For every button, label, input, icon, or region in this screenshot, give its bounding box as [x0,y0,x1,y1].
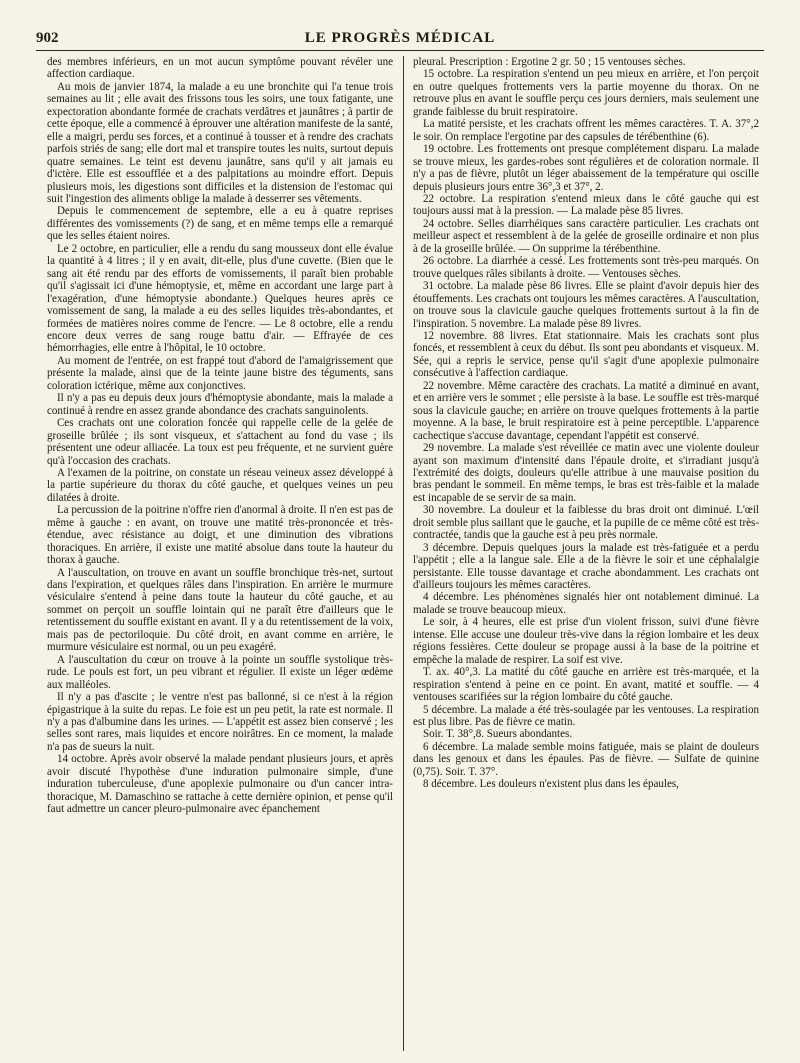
paragraph: 26 octobre. La diarrhée a cessé. Les frottements sont très-peu marqués. On trouve quelques râles sibilants à droite. — Ventouses sèches. [413,255,759,280]
paragraph: 29 novembre. La malade s'est réveillée ce matin avec une violente douleur ayant son maximum d'intensité dans l'épaule droite, et s'irradiant jusqu'à l'extrémité des doigts, douleurs qu'elle attribue à une mauvaise position du bras pendant le sommeil. En même temps, le bras est très-faible et la malade est incapable de se servir de sa main. [413,442,759,504]
paragraph: 31 octobre. La malade pèse 86 livres. Elle se plaint d'avoir depuis hier des étouffements. Les crachats ont toujours les mêmes caractères. A l'auscultation, on trouve sous la clavicule gauche quelques frottements surtout à la fin de l'inspiration. 5 novembre. La malade pèse 89 livres. [413,280,759,330]
paragraph: 19 octobre. Les frottements ont presque complétement disparu. La malade se trouve mieux, les gardes-robes sont régulières et de coloration normale. Il n'y a pas de fièvre, plutôt un léger abaissement de la température qui oscille depuis plusieurs jours entre 36°,3 et 37°, 2. [413,143,759,193]
paragraph: Le soir, à 4 heures, elle est prise d'un violent frisson, suivi d'une fièvre intense. Elle accuse une douleur très-vive dans la région lombaire et les deux régions fessières. Cette douleur se propage aussi à la base de la poitrine et empêche la malade de respirer. La soif est vive. [413,616,759,666]
paragraph: 8 décembre. Les douleurs n'existent plus dans les épaules, [422,778,679,791]
paragraph: 24 octobre. Selles diarrhéiques sans caractère particulier. Les crachats ont meilleur aspect et ressemblent à de la gelée de groseille ordinaire et non plus à de la groseille brûlée. — On supprime la térébenthine. [413,217,759,255]
paragraph: A l'auscultation, on trouve en avant un souffle bronchique très-net, surtout dans l'expiration, et quelques râles dans l'inspiration. En arrière le murmure vésiculaire s'entend à peine dans toute la hauteur du côté gauche, et au sommet on perçoit un souffle lointain qui ne paraît être d'ailleurs que le retentissement du souffle existant en avant. Il y a du retentissement de la voix, mais pas de pectoriloquie. Du côté droit, en avant comme en arrière, le murmure vésiculaire est normal, ou un peu exagéré. [47,566,393,654]
paragraph: 4 décembre. Les phénomènes signalés hier ont notablement diminué. La malade se trouve beaucoup mieux. [413,591,759,616]
paragraph: Le 2 octobre, en particulier, elle a rendu du sang mousseux dont elle évalue la quantité à 4 litres ; il y en avait, dit-elle, plus d'une cuvette. (Bien que le sang ait été rendu par des efforts de vomissements, il paraît bien probable qu'il s'agissait ici d'une hémoptysie, et, même en accordant une large part à l'exagération, d'une hémoptysie abondante.) Quelques heures après ce vomissement de sang, la malade a eu des selles liquides très-abondantes, et formées de matières noires comme de l'encre. — Le 8 octobre, elle a rendu encore deux verres de sang rouge battu d'air. — Effrayée de ces hémorrhagies, elle entre à l'hôpital, le 10 octobre. [47,242,393,355]
page-number: 902 [36,30,59,46]
paragraph: Au mois de janvier 1874, la malade a eu une bronchite qui l'a tenue trois semaines au lit ; elle avait des frissons tous les soirs, une toux fatigante, une expectoration abondante formée de crachats verdâtres et jaunâtres ; à partir de cette époque, elle a commencé à éprouver une altération manifeste de la santé, elle a maigri, perdu ses forces, et a continué à tousser et à rendre des crachats parfois striés de sang; elle dort mal et transpire toutes les nuits, surtout depuis quatre semaines. Le teint est devenu jaunâtre, sans qu'il y ait jamais eu d'ictère. Elle est essoufflée et a des palpitations au moindre effort. Depuis plusieurs mois, les digestions sont difficiles et la distension de l'estomac qui suit l'ingestion des aliments oblige la malade à desserrer ses vêtements. [47,80,393,205]
paragraph: Depuis le commencement de septembre, elle a eu à quatre reprises différentes des vomissements (?) de sang, et en même temps elle a remarqué que les selles étaient noires. [47,205,393,243]
paragraph: A l'auscultation du cœur on trouve à la pointe un souffle systolique très-rude. Le pouls est fort, un peu vibrant et régulier. Il existe un léger œdème aux malléoles. [47,653,393,691]
header-rule [36,50,764,51]
journal-title: LE PROGRÈS MÉDICAL [304,30,496,46]
right-column [413,56,759,1052]
paragraph: A l'examen de la poitrine, on constate un réseau veineux assez développé à la partie supérieure du thorax du côté gauche, et quelques veines un peu dilatées à droite. [47,466,393,504]
column-divider [403,56,404,1051]
paragraph: Au moment de l'entrée, on est frappé tout d'abord de l'amaigrissement que présente la malade, ainsi que de la teinte jaune bistre des téguments, sans coloration ictérique, même aux conjonctives. [47,354,393,392]
paragraph: Ces crachats ont une coloration foncée qui rappelle celle de la gelée de groseille brûlée ; ils sont visqueux, et s'attachent au fond du vase ; ils présentent une odeur alliacée. La toux est peu fréquente, et ne survient guère qu'à l'occasion des crachats. [47,417,393,467]
left-column [47,56,393,1052]
paragraph: 12 novembre. 88 livres. Etat stationnaire. Mais les crachats sont plus foncés, et ressemblent à ceux du début. Ils sont peu abondants et visqueux. M. Sée, qui a repris le service, pense qu'il s'agit d'une apoplexie pulmonaire consécutive à l'affection cardiaque. [413,329,759,380]
paragraph: 3 décembre. Depuis quelques jours la malade est très-fatiguée et a perdu l'appétit ; elle a la langue sale. Elle a de la fièvre le soir et une céphalalgie persistante. Elle tousse davantage et crache abondamment. Les crachats ont d'ailleurs toujours les mêmes caractères. [413,541,759,592]
paragraph: pleural. Prescription : Ergotine 2 gr. 50 ; 15 ventouses sèches. [413,56,686,68]
paragraph: 15 octobre. La respiration s'entend un peu mieux en arrière, et l'on perçoit en outre quelques frottements vers la partie moyenne du thorax. On ne retrouve plus en avant le souffle perçu ces jours derniers, mais seulement une grande faiblesse du bruit respiratoire. [413,68,759,118]
paragraph: 22 octobre. La respiration s'entend mieux dans le côté gauche qui est toujours aussi mat à la pression. — La malade pèse 85 livres. [413,192,759,218]
paragraph: 22 novembre. Même caractère des crachats. La matité a diminué en avant, et en arrière vers le sommet ; elle persiste à la base. Le souffle est très-marqué sous la clavicule gauche; en arrière on trouve quelques frottements à la partie moyenne. A la base, le bruit respiratoire est à peine perceptible. L'apparence cachectique s'accuse davantage, cependant l'appétit est conservé. [413,379,759,442]
paragraph: des membres inférieurs, en un mot aucun symptôme pouvant révéler une affection cardiaque. [47,56,393,81]
paragraph: La matité persiste, et les crachats offrent les mêmes caractères. T. A. 37°,2 le soir. On remplace l'ergotine par des capsules de térébenthine (6). [413,118,759,143]
paragraph: 5 décembre. La malade a été très-soulagée par les ventouses. La respiration est plus libre. Pas de fièvre ce matin. [413,703,759,729]
paragraph: 30 novembre. La douleur et la faiblesse du bras droit ont diminué. L'œil droit semble plus saillant que le gauche, et la pupille de ce même côté est très-contractée, tandis que la gauche est à peu près normale. [413,504,759,542]
paragraph: T. ax. 40°,3. La matité du côté gauche en arrière est très-marquée, et la respiration s'entend à peine en ce point. En avant, matité et souffle. — 4 ventouses scarifiées sur la région lombaire du côté gauche. [413,666,759,704]
paragraph: Soir. T. 38°,8. Sueurs abondantes. [422,728,573,741]
paragraph: Il n'y a pas d'ascite ; le ventre n'est pas ballonné, si ce n'est à la région épigastrique à la suite du repas. Le foie est un peu petit, la rate est normale. Il n'y a pas d'albumine dans les urines. — L'appétit est assez bien conservé ; les selles sont rares, mais liquides et encore noirâtres. En ce moment, la malade n'a pas de sueurs la nuit. [47,691,393,753]
paragraph: Il n'y a pas eu depuis deux jours d'hémoptysie abondante, mais la malade a continué à rendre en assez grande abondance des crachats sanguinolents. [47,392,393,417]
page-header [36,30,764,50]
paragraph: 6 décembre. La malade semble moins fatiguée, mais se plaint de douleurs dans les genoux et dans les épaules. Pas de fièvre. — Sulfate de quinine (0,75). Soir. T. 37°. [413,740,759,778]
paragraph: 14 octobre. Après avoir observé la malade pendant plusieurs jours, et après avoir discuté l'hypothèse d'une induration pulmonaire simple, d'une induration tuberculeuse, d'une apoplexie pulmonaire ou d'un cancer intra-thoracique, M. Damaschino se rattache à cette dernière opinion, et pense qu'il faut admettre un cancer pleuro-pulmonaire avec épanchement [47,753,393,816]
paragraph: La percussion de la poitrine n'offre rien d'anormal à droite. Il n'en est pas de même à gauche : en avant, on trouve une matité très-prononcée et très-étendue, avec résistance au doigt, et une diminution des vibrations thoraciques. En arrière, il existe une matité absolue dans toute la hauteur du thorax à gauche. [47,504,393,567]
